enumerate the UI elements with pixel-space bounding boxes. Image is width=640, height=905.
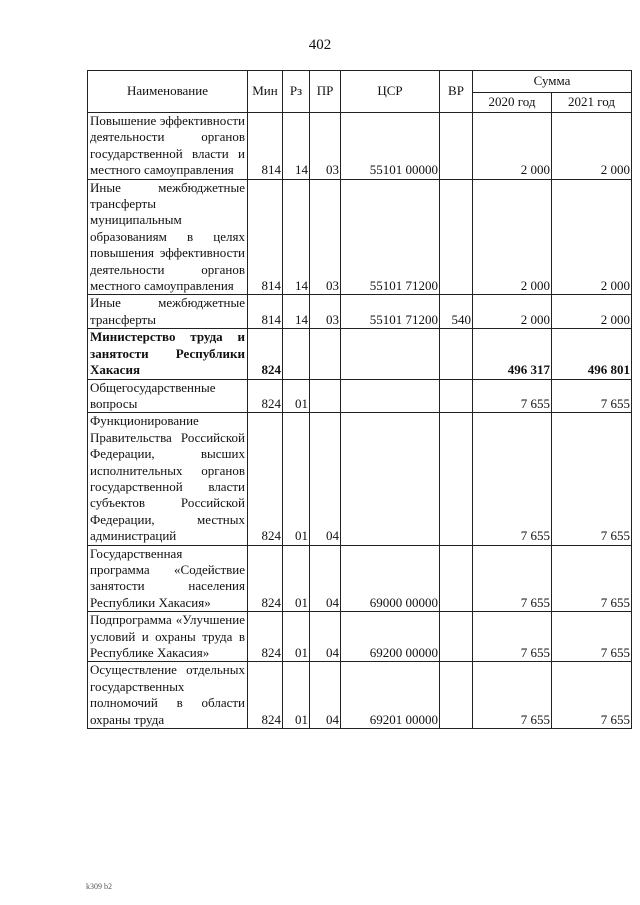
ministry-code: 814 (248, 295, 283, 329)
header-rz: Рз (283, 71, 310, 113)
expense-type-code (440, 379, 473, 413)
amount-2020: 2 000 (473, 295, 552, 329)
amount-2020: 7 655 (473, 379, 552, 413)
section-code: 14 (283, 179, 310, 295)
amount-2021: 2 000 (552, 113, 632, 180)
expense-type-code (440, 662, 473, 729)
header-year-2020: 2020 год (473, 93, 552, 113)
row-name: Общегосударственные вопросы (88, 379, 248, 413)
row-name: Осуществление отдельных государственных полномочий в области охраны труда (88, 662, 248, 729)
page-number: 402 (308, 37, 332, 53)
header-min: Мин (248, 71, 283, 113)
amount-2021: 7 655 (552, 379, 632, 413)
target-article-code: 69200 00000 (341, 612, 440, 662)
section-code: 01 (283, 612, 310, 662)
table-row (88, 379, 632, 413)
header-vr: ВР (440, 71, 473, 113)
row-name: Иные межбюджетные трансферты муниципальным образованиям в целях повышения эффективности деятельности органов местного самоуправления (88, 179, 248, 295)
table-row (88, 662, 632, 729)
subsection-code: 03 (310, 179, 341, 295)
expense-type-code (440, 329, 473, 379)
header-year-2021: 2021 год (552, 93, 632, 113)
subsection-code: 03 (310, 113, 341, 180)
header-sum: Сумма (473, 71, 632, 93)
target-article-code: 55101 00000 (341, 113, 440, 180)
ministry-code: 824 (248, 329, 283, 379)
amount-2021: 7 655 (552, 413, 632, 545)
amount-2020: 7 655 (473, 413, 552, 545)
ministry-code: 824 (248, 662, 283, 729)
row-name: Подпрограмма «Улучшение условий и охраны труда в Республике Хакасия» (88, 612, 248, 662)
table-row (88, 295, 632, 329)
header-pr: ПР (310, 71, 341, 113)
amount-2021: 7 655 (552, 545, 632, 612)
subsection-code: 04 (310, 612, 341, 662)
subsection-code: 03 (310, 295, 341, 329)
expense-type-code (440, 113, 473, 180)
subsection-code: 04 (310, 413, 341, 545)
amount-2020: 496 317 (473, 329, 552, 379)
target-article-code: 55101 71200 (341, 179, 440, 295)
amount-2020: 2 000 (473, 179, 552, 295)
amount-2020: 2 000 (473, 113, 552, 180)
header-csr: ЦСР (341, 71, 440, 113)
amount-2020: 7 655 (473, 612, 552, 662)
expense-type-code (440, 545, 473, 612)
subsection-code: 04 (310, 662, 341, 729)
ministry-code: 824 (248, 545, 283, 612)
target-article-code: 69201 00000 (341, 662, 440, 729)
amount-2021: 7 655 (552, 612, 632, 662)
ministry-code: 824 (248, 413, 283, 545)
target-article-code: 55101 71200 (341, 295, 440, 329)
target-article-code (341, 379, 440, 413)
ministry-code: 814 (248, 179, 283, 295)
target-article-code (341, 413, 440, 545)
budget-table (87, 70, 632, 729)
section-code: 01 (283, 413, 310, 545)
section-code: 01 (283, 662, 310, 729)
expense-type-code (440, 612, 473, 662)
subsection-code (310, 379, 341, 413)
ministry-code: 814 (248, 113, 283, 180)
table-row (88, 612, 632, 662)
amount-2020: 7 655 (473, 662, 552, 729)
table-body (88, 113, 632, 729)
table-row (88, 545, 632, 612)
table-row (88, 179, 632, 295)
section-code: 01 (283, 545, 310, 612)
row-name: Повышение эффективности деятельности органов государственной власти и местного самоуправления (88, 113, 248, 180)
footer-code: k309 b2 (86, 882, 112, 891)
target-article-code (341, 329, 440, 379)
row-name: Функционирование Правительства Российской Федерации, высших исполнительных органов государственной власти субъектов Российской Федерации, местных администраций (88, 413, 248, 545)
section-code: 14 (283, 295, 310, 329)
table-row (88, 113, 632, 180)
ministry-code: 824 (248, 612, 283, 662)
amount-2021: 2 000 (552, 295, 632, 329)
row-name: Государственная программа «Содействие занятости населения Республики Хакасия» (88, 545, 248, 612)
subsection-code: 04 (310, 545, 341, 612)
amount-2020: 7 655 (473, 545, 552, 612)
expense-type-code (440, 179, 473, 295)
row-name: Министерство труда и занятости Республики Хакасия (88, 329, 248, 379)
expense-type-code: 540 (440, 295, 473, 329)
table-row (88, 413, 632, 545)
section-code: 14 (283, 113, 310, 180)
target-article-code: 69000 00000 (341, 545, 440, 612)
amount-2021: 7 655 (552, 662, 632, 729)
amount-2021: 2 000 (552, 179, 632, 295)
subsection-code (310, 329, 341, 379)
section-code (283, 329, 310, 379)
row-name: Иные межбюджетные трансферты (88, 295, 248, 329)
amount-2021: 496 801 (552, 329, 632, 379)
ministry-code: 824 (248, 379, 283, 413)
section-code: 01 (283, 379, 310, 413)
table-row (88, 329, 632, 379)
expense-type-code (440, 413, 473, 545)
header-name: Наименование (88, 71, 248, 113)
